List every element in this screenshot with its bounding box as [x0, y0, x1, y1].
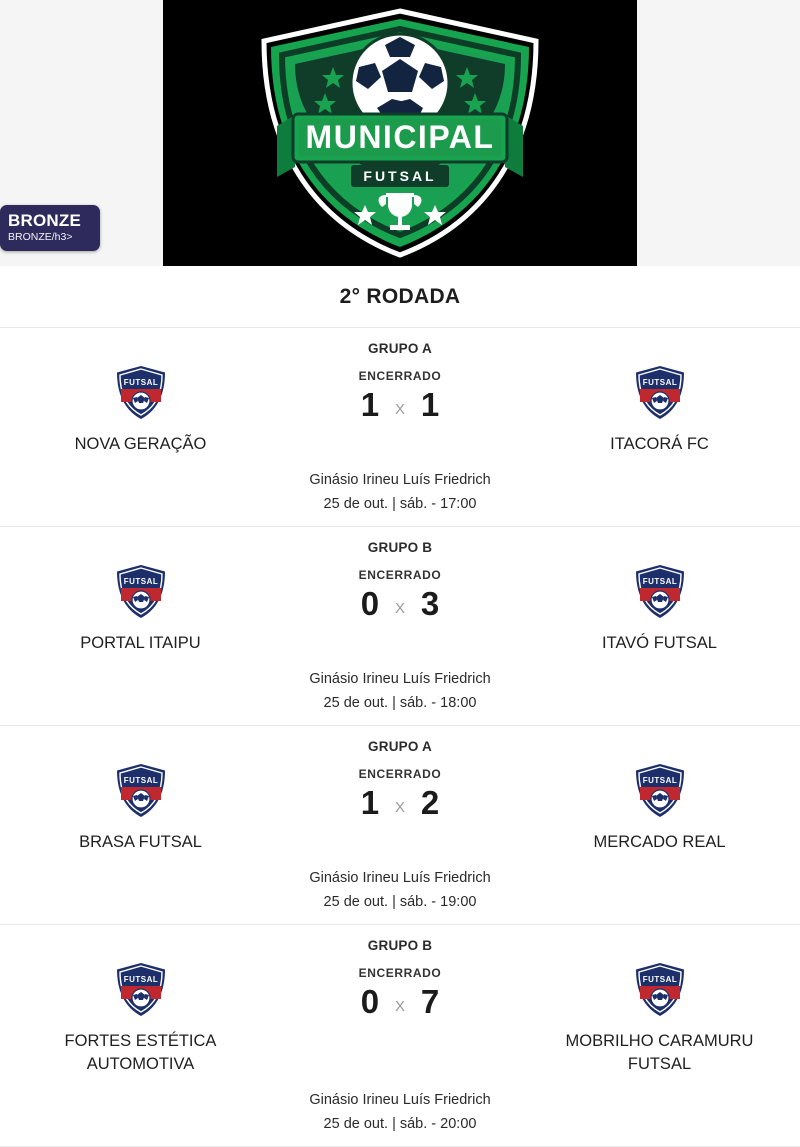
- away-team-name: MOBRILHO CARAMURU FUTSAL: [565, 1032, 754, 1073]
- home-team-name: FORTES ESTÉTICA AUTOMOTIVA: [64, 1032, 217, 1073]
- team-shield-icon: [632, 363, 688, 423]
- home-score: 1: [360, 784, 380, 821]
- score-separator: X: [394, 997, 405, 1015]
- team-shield-icon: [113, 761, 169, 821]
- away-score: 7: [420, 983, 440, 1020]
- svg-text:FUTSAL: FUTSAL: [123, 776, 158, 785]
- score-block: [359, 385, 441, 425]
- home-team[interactable]: [4, 363, 277, 456]
- inspector-badge-subtitle: BRONZE/h3>: [8, 231, 73, 243]
- away-score: 2: [420, 784, 440, 821]
- svg-text:FUTSAL: FUTSAL: [123, 975, 158, 984]
- hero-banner: [0, 0, 800, 266]
- team-shield-icon: [632, 562, 688, 622]
- match-row: [0, 562, 800, 655]
- match-center: [277, 761, 523, 823]
- match-card-1[interactable]: [0, 328, 800, 527]
- away-team[interactable]: [523, 761, 796, 854]
- away-score: 1: [420, 386, 440, 423]
- home-score: 0: [360, 585, 380, 622]
- hero-image: [163, 0, 637, 266]
- match-status: ENCERRADO: [358, 568, 442, 582]
- match-date: 25 de out. | sáb. - 17:00: [323, 496, 477, 512]
- match-row: [0, 960, 800, 1076]
- away-team[interactable]: [523, 562, 796, 655]
- match-list: [0, 328, 800, 1147]
- municipal-futsal-crest-icon: [255, 7, 545, 259]
- home-team[interactable]: [4, 761, 277, 854]
- home-score: 0: [360, 983, 380, 1020]
- svg-text:FUTSAL: FUTSAL: [642, 577, 677, 586]
- score-separator: X: [394, 400, 405, 418]
- crest-main-text: MUNICIPAL: [305, 119, 495, 155]
- match-center: [277, 363, 523, 425]
- match-venue: Ginásio Irineu Luís Friedrich: [309, 472, 491, 488]
- score-separator: X: [394, 798, 405, 816]
- match-status: ENCERRADO: [358, 369, 442, 383]
- match-row: [0, 363, 800, 456]
- home-team[interactable]: [4, 562, 277, 655]
- away-team[interactable]: [523, 363, 796, 456]
- score-separator: X: [394, 599, 405, 617]
- home-team-name: NOVA GERAÇÃO: [74, 435, 207, 453]
- match-card-2[interactable]: [0, 527, 800, 726]
- home-team[interactable]: [4, 960, 277, 1076]
- team-shield-icon: [113, 562, 169, 622]
- score-block: [359, 584, 441, 624]
- away-score: 3: [420, 585, 440, 622]
- svg-text:FUTSAL: FUTSAL: [642, 776, 677, 785]
- match-venue: Ginásio Irineu Luís Friedrich: [309, 1092, 491, 1108]
- svg-text:FUTSAL: FUTSAL: [642, 975, 677, 984]
- team-shield-icon: [113, 363, 169, 423]
- svg-text:FUTSAL: FUTSAL: [123, 577, 158, 586]
- team-shield-icon: [632, 960, 688, 1020]
- team-shield-icon: [632, 761, 688, 821]
- away-team[interactable]: [523, 960, 796, 1076]
- match-row: [0, 761, 800, 854]
- group-label: GRUPO B: [367, 540, 433, 555]
- score-block: [359, 982, 441, 1022]
- group-label: GRUPO B: [367, 938, 433, 953]
- match-center: [277, 562, 523, 624]
- crest-sub-text: FUTSAL: [363, 168, 437, 184]
- match-status: ENCERRADO: [358, 966, 442, 980]
- svg-text:FUTSAL: FUTSAL: [123, 378, 158, 387]
- team-shield-icon: [113, 960, 169, 1020]
- match-card-4[interactable]: [0, 925, 800, 1147]
- home-team-name: BRASA FUTSAL: [79, 833, 202, 851]
- home-score: 1: [360, 386, 380, 423]
- match-center: [277, 960, 523, 1022]
- group-label: GRUPO A: [368, 739, 432, 754]
- element-inspector-badge: [0, 205, 100, 251]
- round-title: 2° RODADA: [0, 266, 800, 328]
- group-label: GRUPO A: [368, 341, 432, 356]
- away-team-name: ITACORÁ FC: [610, 435, 709, 453]
- match-date: 25 de out. | sáb. - 20:00: [323, 1116, 477, 1132]
- match-status: ENCERRADO: [358, 767, 442, 781]
- score-block: [359, 783, 441, 823]
- svg-text:FUTSAL: FUTSAL: [642, 378, 677, 387]
- home-team-name: PORTAL ITAIPU: [80, 634, 201, 652]
- match-venue: Ginásio Irineu Luís Friedrich: [309, 870, 491, 886]
- inspector-badge-title: BRONZE: [8, 211, 81, 230]
- away-team-name: MERCADO REAL: [593, 833, 726, 851]
- match-card-3[interactable]: [0, 726, 800, 925]
- away-team-name: ITAVÓ FUTSAL: [602, 634, 717, 652]
- match-date: 25 de out. | sáb. - 19:00: [323, 894, 477, 910]
- match-date: 25 de out. | sáb. - 18:00: [323, 695, 477, 711]
- match-venue: Ginásio Irineu Luís Friedrich: [309, 671, 491, 687]
